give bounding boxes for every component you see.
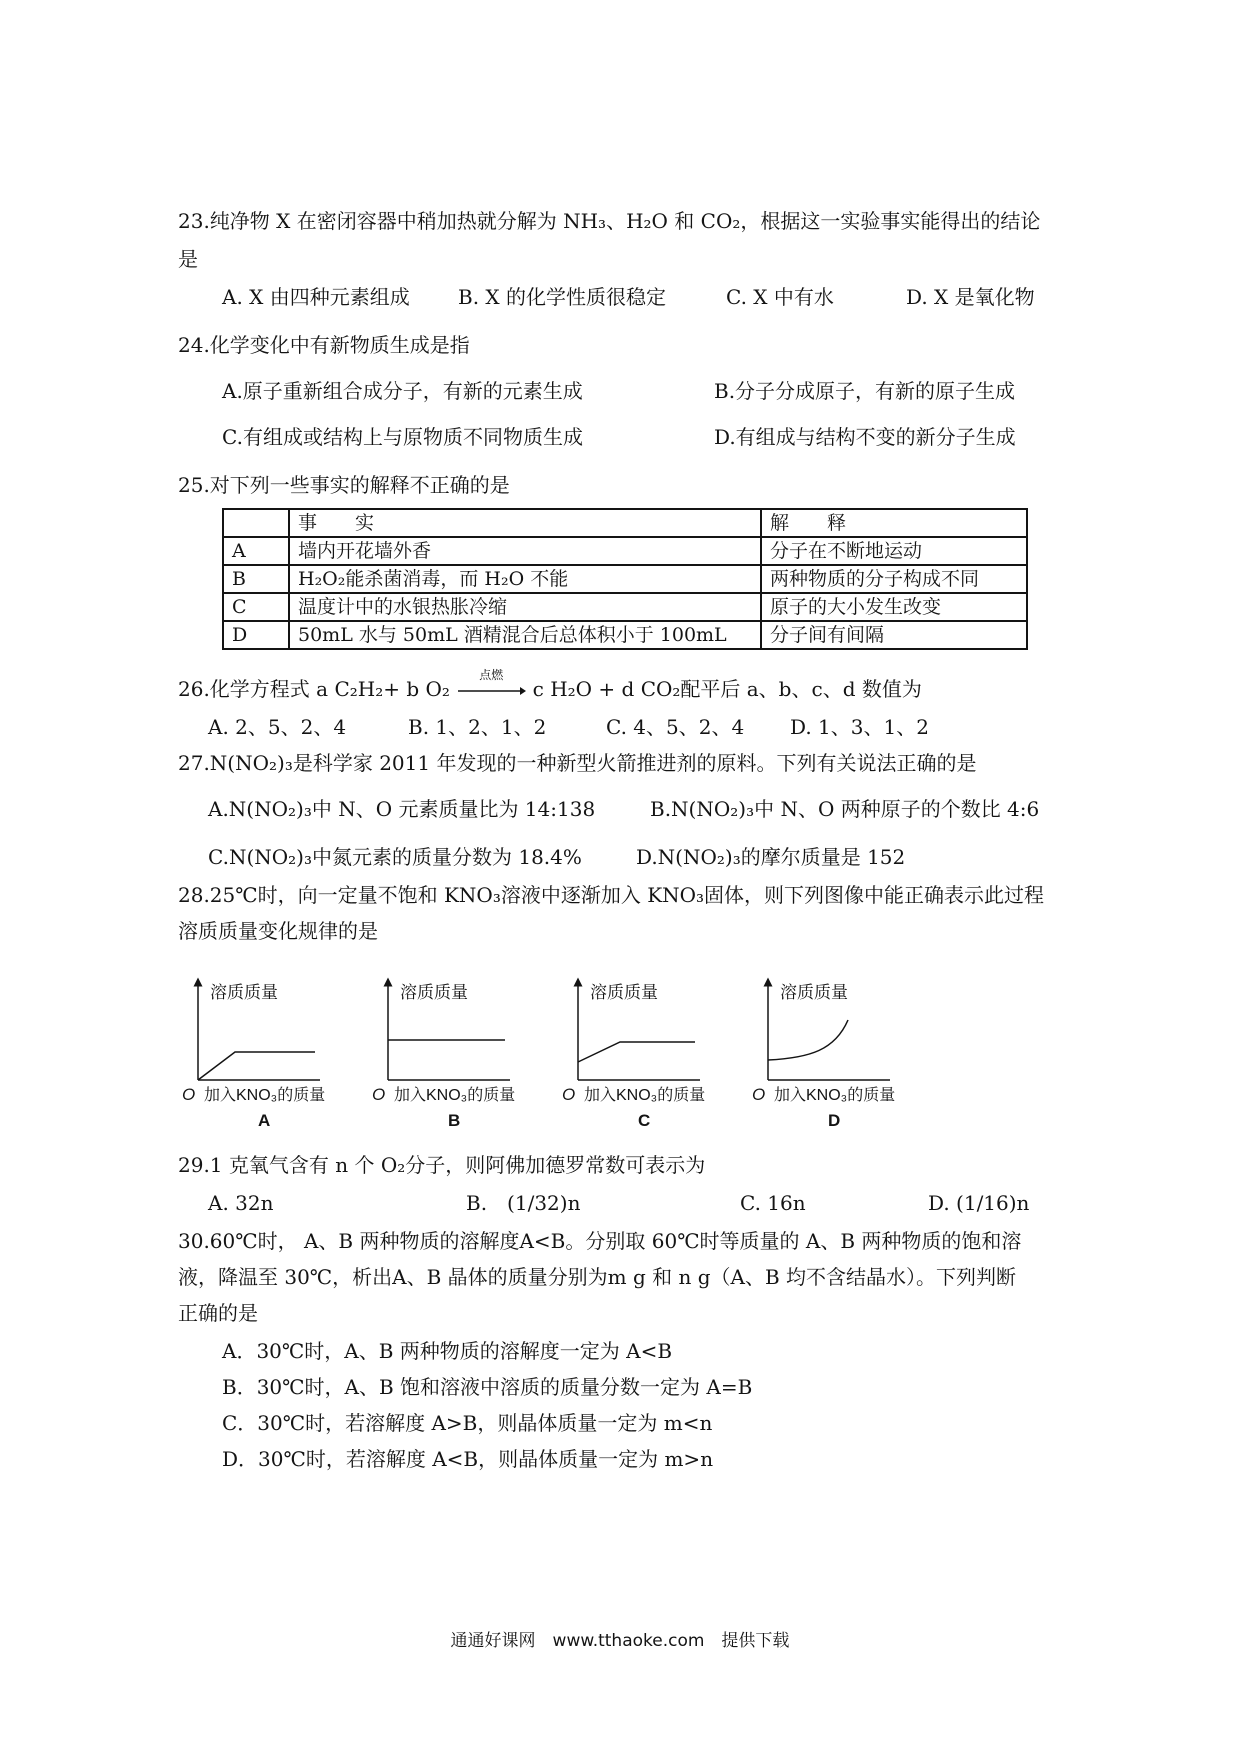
- x-axis-label: 加入KNO₃的质量: [204, 1087, 326, 1104]
- q23-stem-line2: 是: [178, 247, 198, 271]
- table-header-cell: 解 释: [761, 509, 1027, 537]
- q29-option-c: C. 16n: [740, 1191, 806, 1215]
- q30-stem-line3: 正确的是: [178, 1301, 258, 1325]
- q24-option-a: A.原子重新组合成分子，有新的元素生成: [222, 379, 583, 403]
- q30-option-a: A．30℃时，A、B 两种物质的溶解度一定为 A<B: [222, 1339, 673, 1363]
- x-axis-label: 加入KNO₃的质量: [394, 1087, 516, 1104]
- q26-option-c: C. 4、5、2、4: [606, 715, 745, 739]
- table-row: [223, 621, 1027, 649]
- graph-label-b: B: [448, 1111, 461, 1130]
- q27-option-d: D.N(NO₂)₃的摩尔质量是 152: [636, 845, 906, 869]
- table-cell: 温度计中的水银热胀冷缩: [289, 593, 761, 621]
- origin-label: O: [372, 1085, 386, 1104]
- table-cell: A: [223, 537, 289, 565]
- graph-d: [752, 982, 895, 1130]
- table-cell: 50mL 水与 50mL 酒精混合后总体积小于 100mL: [289, 621, 761, 649]
- graph-label-a: A: [258, 1111, 271, 1130]
- table-cell: 原子的大小发生改变: [761, 593, 1027, 621]
- graph-label-d: D: [828, 1111, 841, 1130]
- curve-a: [198, 1052, 315, 1080]
- y-axis-label: 溶质质量: [210, 983, 278, 1002]
- q23-stem-line1: 23.纯净物 X 在密闭容器中稍加热就分解为 NH₃、H₂O 和 CO₂，根据这一实验事实能得出的结论: [178, 209, 1041, 233]
- table-row: [223, 565, 1027, 593]
- origin-label: O: [182, 1085, 196, 1104]
- q30-option-b: B．30℃时，A、B 饱和溶液中溶质的质量分数一定为 A=B: [222, 1375, 753, 1399]
- q30-option-c: C．30℃时，若溶解度 A>B，则晶体质量一定为 m<n: [222, 1411, 713, 1435]
- q26-option-d: D. 1、3、1、2: [790, 715, 929, 739]
- table-row: [223, 593, 1027, 621]
- q28-stem-line2: 溶质质量变化规律的是: [178, 919, 378, 943]
- q26-option-a: A. 2、5、2、4: [208, 715, 347, 739]
- reaction-arrow: [456, 667, 526, 701]
- q30-stem-line2: 液，降温至 30℃，析出A、B 晶体的质量分别为m g 和 n g（A、B 均不含结晶水）。下列判断: [178, 1265, 1017, 1289]
- q30-option-d: D．30℃时，若溶解度 A<B，则晶体质量一定为 m>n: [222, 1447, 714, 1471]
- origin-label: O: [752, 1085, 766, 1104]
- table-header-cell: [223, 509, 289, 537]
- graph-c: [562, 982, 705, 1130]
- table-cell: D: [223, 621, 289, 649]
- q26-option-b: B. 1、2、1、2: [408, 715, 547, 739]
- graph-a: [182, 982, 325, 1130]
- q26-stem-part2: c H₂O + d CO₂配平后 a、b、c、d 数值为: [532, 677, 922, 701]
- q23-option-c: C. X 中有水: [726, 285, 834, 309]
- table-row: [223, 537, 1027, 565]
- table-cell: 两种物质的分子构成不同: [761, 565, 1027, 593]
- table-cell: 分子在不断地运动: [761, 537, 1027, 565]
- table-cell: B: [223, 565, 289, 593]
- table-cell: C: [223, 593, 289, 621]
- q29-option-b: B. (1/32)n: [466, 1191, 581, 1215]
- q29-option-a: A. 32n: [208, 1191, 274, 1215]
- solubility-graphs: [180, 970, 1020, 1130]
- curve-d: [768, 1020, 848, 1060]
- q23-option-d: D. X 是氧化物: [906, 285, 1035, 309]
- q24-stem: 24.化学变化中有新物质生成是指: [178, 333, 470, 357]
- q24-option-d: D.有组成与结构不变的新分子生成: [714, 425, 1016, 449]
- q29-option-d: D. (1/16)n: [928, 1191, 1030, 1215]
- x-axis-label: 加入KNO₃的质量: [774, 1087, 896, 1104]
- q23-option-b: B. X 的化学性质很稳定: [458, 285, 667, 309]
- curve-c: [578, 1042, 695, 1062]
- table-header-row: [223, 509, 1027, 537]
- facts-table: [222, 508, 1028, 650]
- origin-label: O: [562, 1085, 576, 1104]
- table-cell: 分子间有间隔: [761, 621, 1027, 649]
- q25-stem: 25.对下列一些事实的解释不正确的是: [178, 473, 510, 497]
- q23-option-a: A. X 由四种元素组成: [222, 285, 410, 309]
- y-axis-label: 溶质质量: [590, 983, 658, 1002]
- table-cell: 墙内开花墙外香: [289, 537, 761, 565]
- y-axis-label: 溶质质量: [400, 983, 468, 1002]
- q27-option-c: C.N(NO₂)₃中氮元素的质量分数为 18.4%: [208, 845, 582, 869]
- q26-stem: [178, 667, 922, 702]
- reaction-condition: 点燃: [479, 667, 504, 682]
- arrow-icon: [456, 681, 526, 701]
- graph-label-c: C: [638, 1111, 651, 1130]
- q24-option-b: B.分子分成原子，有新的原子生成: [714, 379, 1016, 403]
- graph-b: [372, 982, 515, 1130]
- q28-stem-line1: 28.25℃时，向一定量不饱和 KNO₃溶液中逐渐加入 KNO₃固体，则下列图像中能正确表示此过程: [178, 883, 1045, 907]
- table-header-cell: 事 实: [289, 509, 761, 537]
- q27-stem: 27.N(NO₂)₃是科学家 2011 年发现的一种新型火箭推进剂的原料。下列有关说法正确的是: [178, 751, 977, 775]
- q29-stem: 29.1 克氧气含有 n 个 O₂分子，则阿佛加德罗常数可表示为: [178, 1153, 706, 1177]
- q26-stem-part1: 26.化学方程式 a C₂H₂+ b O₂: [178, 677, 450, 701]
- table-cell: H₂O₂能杀菌消毒，而 H₂O 不能: [289, 565, 761, 593]
- q27-option-b: B.N(NO₂)₃中 N、O 两种原子的个数比 4:6: [650, 797, 1040, 821]
- y-axis-label: 溶质质量: [780, 983, 848, 1002]
- q27-option-a: A.N(NO₂)₃中 N、O 元素质量比为 14:138: [208, 797, 596, 821]
- page-footer: 通通好课网 www.tthaoke.com 提供下载: [450, 1631, 790, 1651]
- q30-stem-line1: 30.60℃时， A、B 两种物质的溶解度A<B。分别取 60℃时等质量的 A、B 两种物质的饱和溶: [178, 1229, 1022, 1253]
- x-axis-label: 加入KNO₃的质量: [584, 1087, 706, 1104]
- q24-option-c: C.有组成或结构上与原物质不同物质生成: [222, 425, 583, 449]
